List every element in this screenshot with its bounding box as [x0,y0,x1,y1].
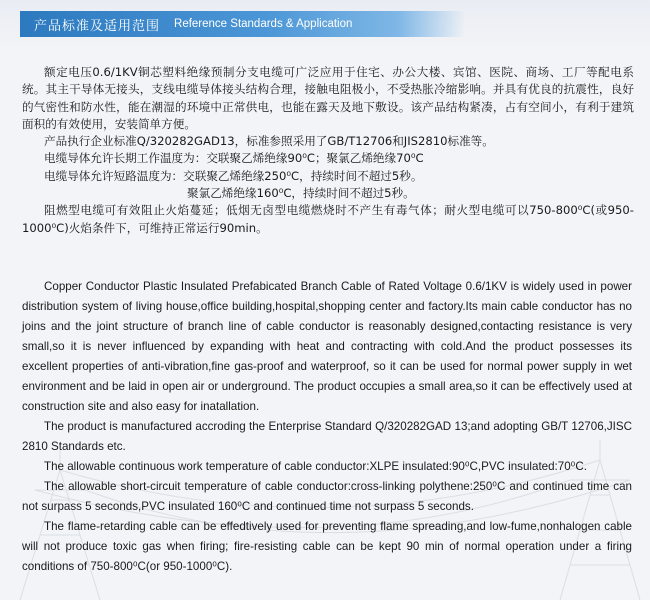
en-paragraph-work-temp: The allowable continuous work temperature of cable conductor:XLPE insulated:90⁰C,PVC insulated:70⁰C. [44,460,587,473]
en-paragraph-standard: The product is manufactured accroding the Enterprise Standard Q/320282GAD 13;and adopting GB/T 12706,JISC 2810 Standards etc. [22,420,632,453]
zh-paragraph-pvc-short-circuit: 聚氯乙烯绝缘160⁰C，持续时间不超过5秒。 [187,186,415,201]
section-title-bar [20,11,465,37]
zh-paragraph-work-temp: 电缆导体允许长期工作温度为：交联聚乙烯绝缘90⁰C；聚氯乙烯绝缘70⁰C [44,151,424,166]
chinese-description [22,64,634,237]
zh-paragraph-flame-fire: 阻燃型电缆可有效阻止火焰蔓延；低烟无卤型电缆燃烧时不产生有毒气体；耐火型电缆可以750-800⁰C(或950-1000⁰C)火焰条件下，可维持正常运行90min。 [22,203,634,235]
en-paragraph-overview: Copper Conductor Plastic Insulated Prefabicated Branch Cable of Rated Voltage 0.6/1KV is widely used in power distribution system of living house,office building,hospital,shopping center and factory.Its main cable conductor has no joins and the joint structure of branch line of cable conductor is reasonably designed,contacting resistance is very small,so it is never influenced by expanding with heat and contracting with cold.And the product possesses its excellent properties of anti-vibration,fine gas-proof and waterproof, so it can be used for normal power supply in wet environment and be laid in open air or underground. The product occupies a small area,so it can be effectively used at construction site and also easy for inatallation. [22,280,632,413]
zh-paragraph-standard: 产品执行企业标准Q/320282GAD13，标准参照采用了GB/T12706和JIS2810标准等。 [44,134,494,149]
en-paragraph-flame-fire: The flame-retarding cable can be effedtively used for preventing flame spreading,and low-fume,nonhalogen cable will not produce toxic gas when firing; fire-resisting cable can be kept 90 min of normal operation under a firing conditions of 750-800⁰C(or 950-1000⁰C). [22,520,632,573]
section-title-zh: 产品标准及适用范围 [34,18,161,34]
zh-paragraph-overview: 额定电压0.6/1KV铜芯塑料绝缘预制分支电缆可广泛应用于住宅、办公大楼、宾馆、医院、商场、工厂等配电系统。其主干导体无接头，支线电缆导体接头结构合理，接触电阻极小，不受热胀冷缩影响。并具有优良的抗震性，良好的气密性和防水性，能在潮湿的环境中正常供电，也能在露天及地下敷设。该产品结构紧凑，占有空间小，有利于建筑面积的有效使用，安装简单方便。 [22,65,634,131]
english-description [22,277,632,577]
section-title-en: Reference Standards & Application [174,18,353,30]
en-paragraph-short-circuit-temp: The allowable short-circuit temperature of cable conductor:cross-linking polythene:250⁰C and continued time can not surpass 5 seconds,PVC insulated 160⁰C and continued time not surpass 5 seconds. [22,480,632,513]
zh-paragraph-short-circuit-temp: 电缆导体允许短路温度为：交联聚乙烯绝缘250⁰C，持续时间不超过5秒。 [44,168,423,183]
